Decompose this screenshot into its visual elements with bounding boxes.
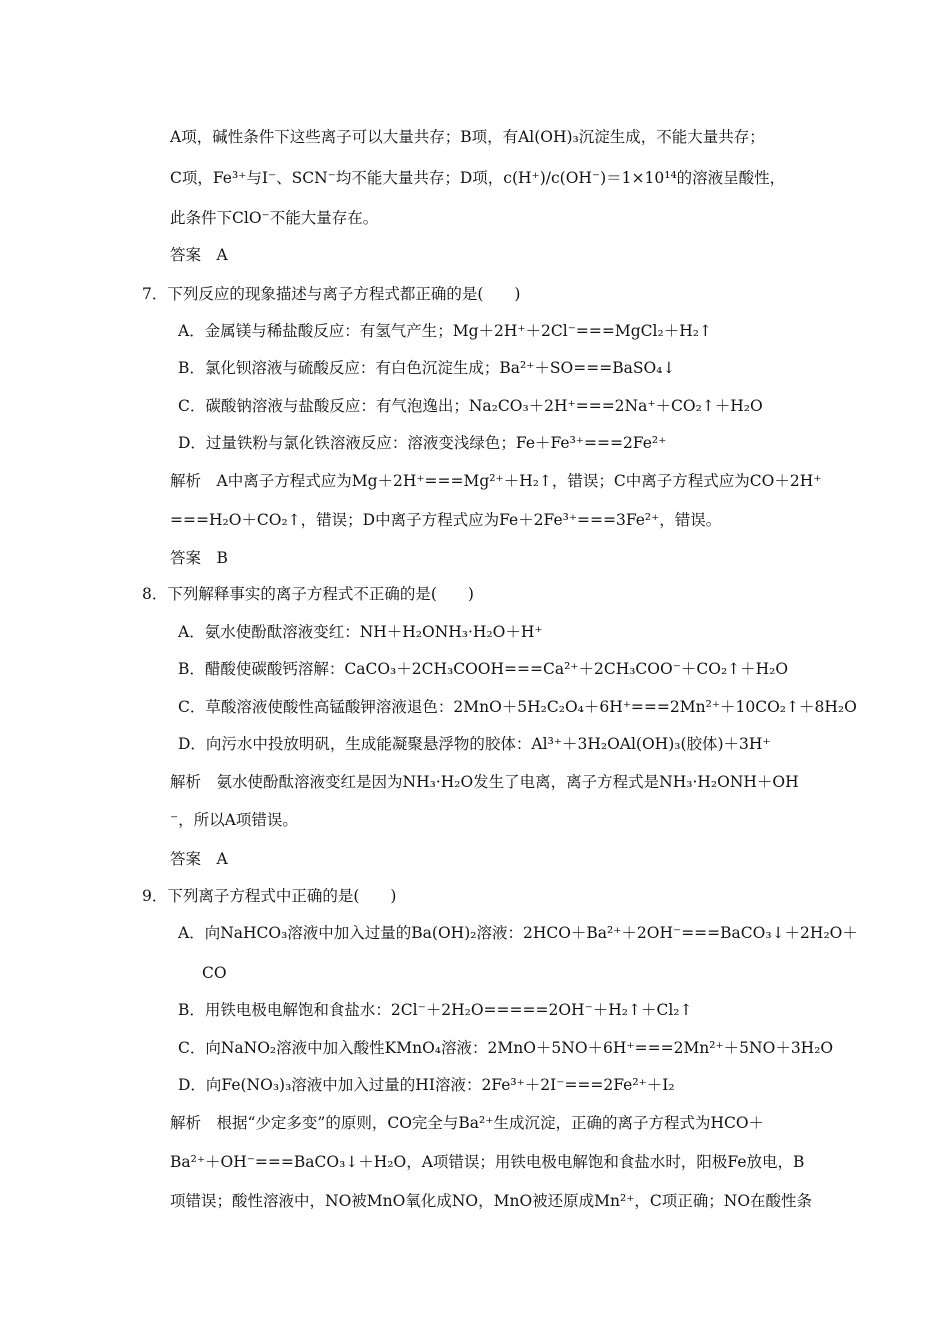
question-8-stem: 8．下列解释事实的离子方程式不正确的是( ) xyxy=(142,585,474,603)
question-7-option-a: A．金属镁与稀盐酸反应：有氢气产生；Mg＋2H⁺＋2Cl⁻===MgCl₂＋H₂↑ xyxy=(178,322,712,340)
text-line: A项，碱性条件下这些离子可以大量共存；B项，有Al(OH)₃沉淀生成，不能大量共存； xyxy=(170,128,765,146)
answer-line: 答案 A xyxy=(170,850,228,868)
analysis-line: 项错误；酸性溶液中，NO被MnO氧化成NO，MnO被还原成Mn²⁺，C项正确；NO在酸性条 xyxy=(170,1192,813,1210)
question-9-option-c: C．向NaNO₂溶液中加入酸性KMnO₄溶液：2MnO＋5NO＋6H⁺===2Mn²⁺＋5NO＋3H₂O xyxy=(178,1039,834,1057)
question-9-option-a: A．向NaHCO₃溶液中加入过量的Ba(OH)₂溶液：2HCO＋Ba²⁺＋2OH⁻===BaCO₃↓＋2H₂O＋ xyxy=(178,924,858,942)
text-line: C项，Fe³⁺与I⁻、SCN⁻均不能大量共存；D项，c(H⁺)/c(OH⁻)＝1×10¹⁴的溶液呈酸性， xyxy=(170,169,786,187)
text-line: 此条件下ClO⁻不能大量存在。 xyxy=(170,209,379,227)
analysis-line: Ba²⁺＋OH⁻===BaCO₃↓＋H₂O，A项错误；用铁电极电解饱和食盐水时，阳极Fe放电，B xyxy=(170,1153,805,1171)
question-7-option-c: C．碳酸钠溶液与盐酸反应：有气泡逸出；Na₂CO₃＋2H⁺===2Na⁺＋CO₂↑＋H₂O xyxy=(178,397,763,415)
answer-line: 答案 B xyxy=(170,549,228,567)
question-8-option-d: D．向污水中投放明矾，生成能凝聚悬浮物的胶体：Al³⁺＋3H₂OAl(OH)₃(胶体)＋3H⁺ xyxy=(178,735,771,753)
question-7-stem: 7．下列反应的现象描述与离子方程式都正确的是( ) xyxy=(142,285,521,303)
analysis-line: ===H₂O＋CO₂↑，错误；D中离子方程式应为Fe＋2Fe³⁺===3Fe²⁺，错误。 xyxy=(170,511,722,529)
question-9-option-a-continued: CO xyxy=(202,964,227,982)
question-8-option-a: A．氨水使酚酞溶液变红：NH＋H₂ONH₃·H₂O＋H⁺ xyxy=(178,623,543,641)
answer-line: 答案 A xyxy=(170,246,228,264)
question-7-option-d: D．过量铁粉与氯化铁溶液反应：溶液变浅绿色；Fe＋Fe³⁺===2Fe²⁺ xyxy=(178,434,667,452)
question-7-option-b: B．氯化钡溶液与硫酸反应：有白色沉淀生成；Ba²⁺＋SO===BaSO₄↓ xyxy=(178,359,676,377)
question-9-stem: 9．下列离子方程式中正确的是( ) xyxy=(142,887,397,905)
question-9-option-b: B．用铁电极电解饱和食盐水：2Cl⁻＋2H₂O=====2OH⁻＋H₂↑＋Cl₂↑ xyxy=(178,1001,693,1019)
analysis-line: 解析 氨水使酚酞溶液变红是因为NH₃·H₂O发生了电离，离子方程式是NH₃·H₂ONH＋OH xyxy=(170,773,799,791)
question-9-option-d: D．向Fe(NO₃)₃溶液中加入过量的HI溶液：2Fe³⁺＋2I⁻===2Fe²⁺＋I₂ xyxy=(178,1076,675,1094)
analysis-line: 解析 根据“少定多变”的原则，CO完全与Ba²⁺生成沉淀，正确的离子方程式为HCO＋ xyxy=(170,1114,765,1132)
question-8-option-b: B．醋酸使碳酸钙溶解：CaCO₃＋2CH₃COOH===Ca²⁺＋2CH₃COO⁻＋CO₂↑＋H₂O xyxy=(178,660,789,678)
question-8-option-c: C．草酸溶液使酸性高锰酸钾溶液退色：2MnO＋5H₂C₂O₄＋6H⁺===2Mn²⁺＋10CO₂↑＋8H₂O xyxy=(178,698,857,716)
analysis-line: ⁻，所以A项错误。 xyxy=(170,811,298,829)
analysis-line: 解析 A中离子方程式应为Mg＋2H⁺===Mg²⁺＋H₂↑，错误；C中离子方程式应为CO＋2H⁺ xyxy=(170,472,822,490)
